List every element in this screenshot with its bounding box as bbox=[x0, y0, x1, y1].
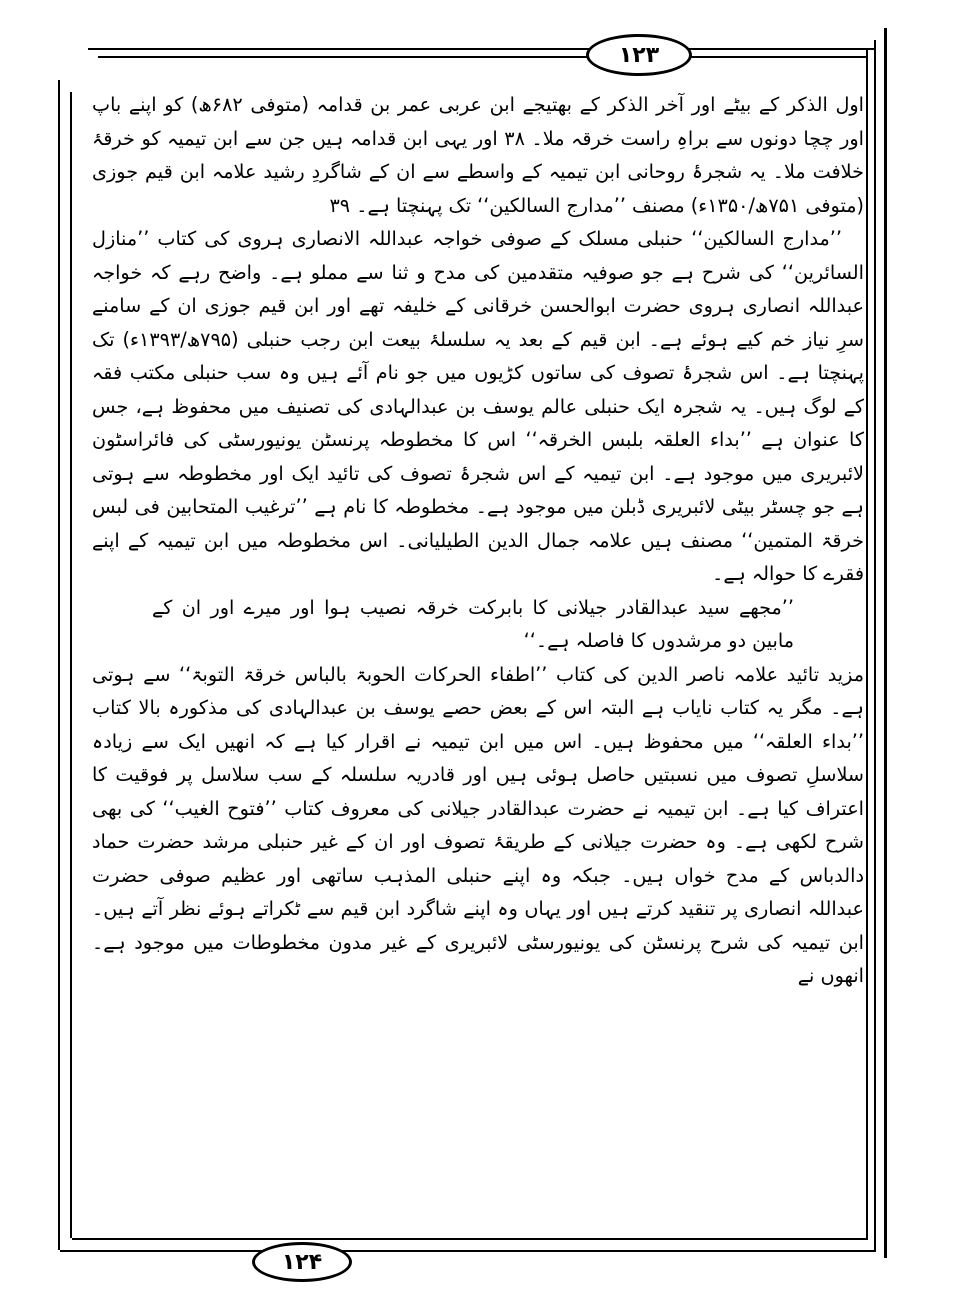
frame-bottom-line bbox=[72, 1238, 868, 1240]
block-quote: ’’مجھے سید عبدالقادر جیلانی کا بابرکت خرقہ نصیب ہوا اور میرے اور ان کے مابین دو مرشدوں کا فاصلہ ہے۔‘‘ bbox=[152, 595, 794, 652]
frame-right-inner bbox=[866, 50, 868, 1238]
frame-left-inner bbox=[70, 92, 72, 1238]
frame-top-line-inner bbox=[98, 56, 866, 58]
page-number-top: ۱۲۳ bbox=[586, 34, 692, 76]
page-body bbox=[92, 88, 864, 993]
paragraph-2: ’’مدارج السالکین‘‘ حنبلی مسلک کے صوفی خواجہ عبداللہ الانصاری ہروی کی کتاب ’’منازل السائرین‘‘ کی شرح ہے جو صوفیہ متقدمین کی مدح و ثنا سے مملو ہے۔ واضح رہے کہ خواجہ عبداللہ انصاری ہروی حضرت ابوالحسن خرقانی کے خلیفہ تھے اور ابن قیم جوزی ان کے سامنے سرِ نیاز خم کیے ہوئے ہے۔ ابن قیم کے بعد یہ سلسلۂ بیعت ابن رجب حنبلی (۷۹۵ھ/۱۳۹۳ء) تک پہنچتا ہے۔ اس شجرۂ تصوف کی ساتوں کڑیوں میں جو نام آئے ہیں وہ سب حنبلی مکتب فقہ کے لوگ ہیں۔ یہ شجرہ ایک حنبلی عالم یوسف بن عبدالہادی کی تصنیف میں محفوظ ہے، جس کا عنوان ہے ’’بداء العلقہ بلبس الخرقہ‘‘ اس کا مخطوطہ پرنسٹن یونیورسٹی کی فائراسٹون لائبریری میں موجود ہے۔ ابن تیمیہ کے اس شجرۂ تصوف کی تائید ایک اور مخطوطہ سے ہوتی ہے جو چسٹر بیٹی لائبریری ڈبلن میں موجود ہے۔ مخطوطہ کا نام ہے ’’ترغیب المتحابین فی لبس خرقۃ المتمین‘‘ مصنف ہیں علامہ جمال الدین الطیلیانی۔ اس مخطوطہ میں ابن تیمیہ کے اپنے فقرے کا حوالہ ہے۔ bbox=[92, 227, 865, 585]
paragraph-3: مزید تائید علامہ ناصر الدین کی کتاب ’’اطفاء الحرکات الحوبۃ بالباس خرقۃ التوبۃ‘‘ سے ہوتی ہے۔ مگر یہ کتاب نایاب ہے البتہ اس کے بعض حصے یوسف بن عبدالہادی کی مذکورہ بالا کتاب ’’بداء العلقہ‘‘ میں محفوظ ہیں۔ اس میں ابن تیمیہ نے اقرار کیا ہے کہ انھیں ایک سے زیادہ سلاسلِ تصوف میں نسبتیں حاصل ہوئی ہیں اور قادریہ سلسلہ کے سب سلاسل پر فوقیت کا اعتراف کیا ہے۔ ابن تیمیہ نے حضرت عبدالقادر جیلانی کی معروف کتاب ’’فتوح الغیب‘‘ کی بھی شرح لکھی ہے۔ وہ حضرت جیلانی کے طریقۂ تصوف اور ان کے غیر حنبلی مرشد حضرت حماد دالدباس کے مدح خواں ہیں۔ جبکہ وہ اپنے حنبلی المذہب ساتھی اور عظیم صوفی حضرت عبداللہ انصاری پر تنقید کرتے ہیں اور یہاں وہ اپنے شاگرد ابن قیم سے ٹکراتے ہوئے نظر آتے ہیں۔ ابن تیمیہ کی شرح پرنسٹن کی یونیورسٹی لائبریری کے غیر مدون مخطوطات میں موجود ہے۔ انھوں نے bbox=[92, 662, 864, 987]
frame-left-outer bbox=[58, 80, 60, 1250]
frame-top-line bbox=[88, 48, 874, 50]
paragraph-1: اول الذکر کے بیٹے اور آخر الذکر کے بھتیجے ابن عربی عمر بن قدامہ (متوفی ۶۸۲ھ) کو اپنے باپ اور چچا دونوں سے براہِ راست خرقہ ملا۔ ۳۸ اور یہی ابن قدامہ ہیں جن سے ابن تیمیہ کو خرقۂ خلافت ملا۔ یہ شجرۂ روحانی ابن تیمیہ کے واسطے سے ان کے شاگردِ رشید علامہ ابن قیم جوزی (متوفی ۷۵۱ھ/۱۳۵۰ء) مصنف ’’مدارج السالکین‘‘ تک پہنچتا ہے۔ ۳۹ bbox=[92, 93, 864, 217]
frame-bottom-line-outer bbox=[60, 1250, 876, 1252]
frame-right-outer bbox=[884, 28, 887, 1258]
page-number-bottom: ۱۲۴ bbox=[252, 1242, 352, 1282]
frame-right-mid bbox=[874, 40, 876, 1250]
